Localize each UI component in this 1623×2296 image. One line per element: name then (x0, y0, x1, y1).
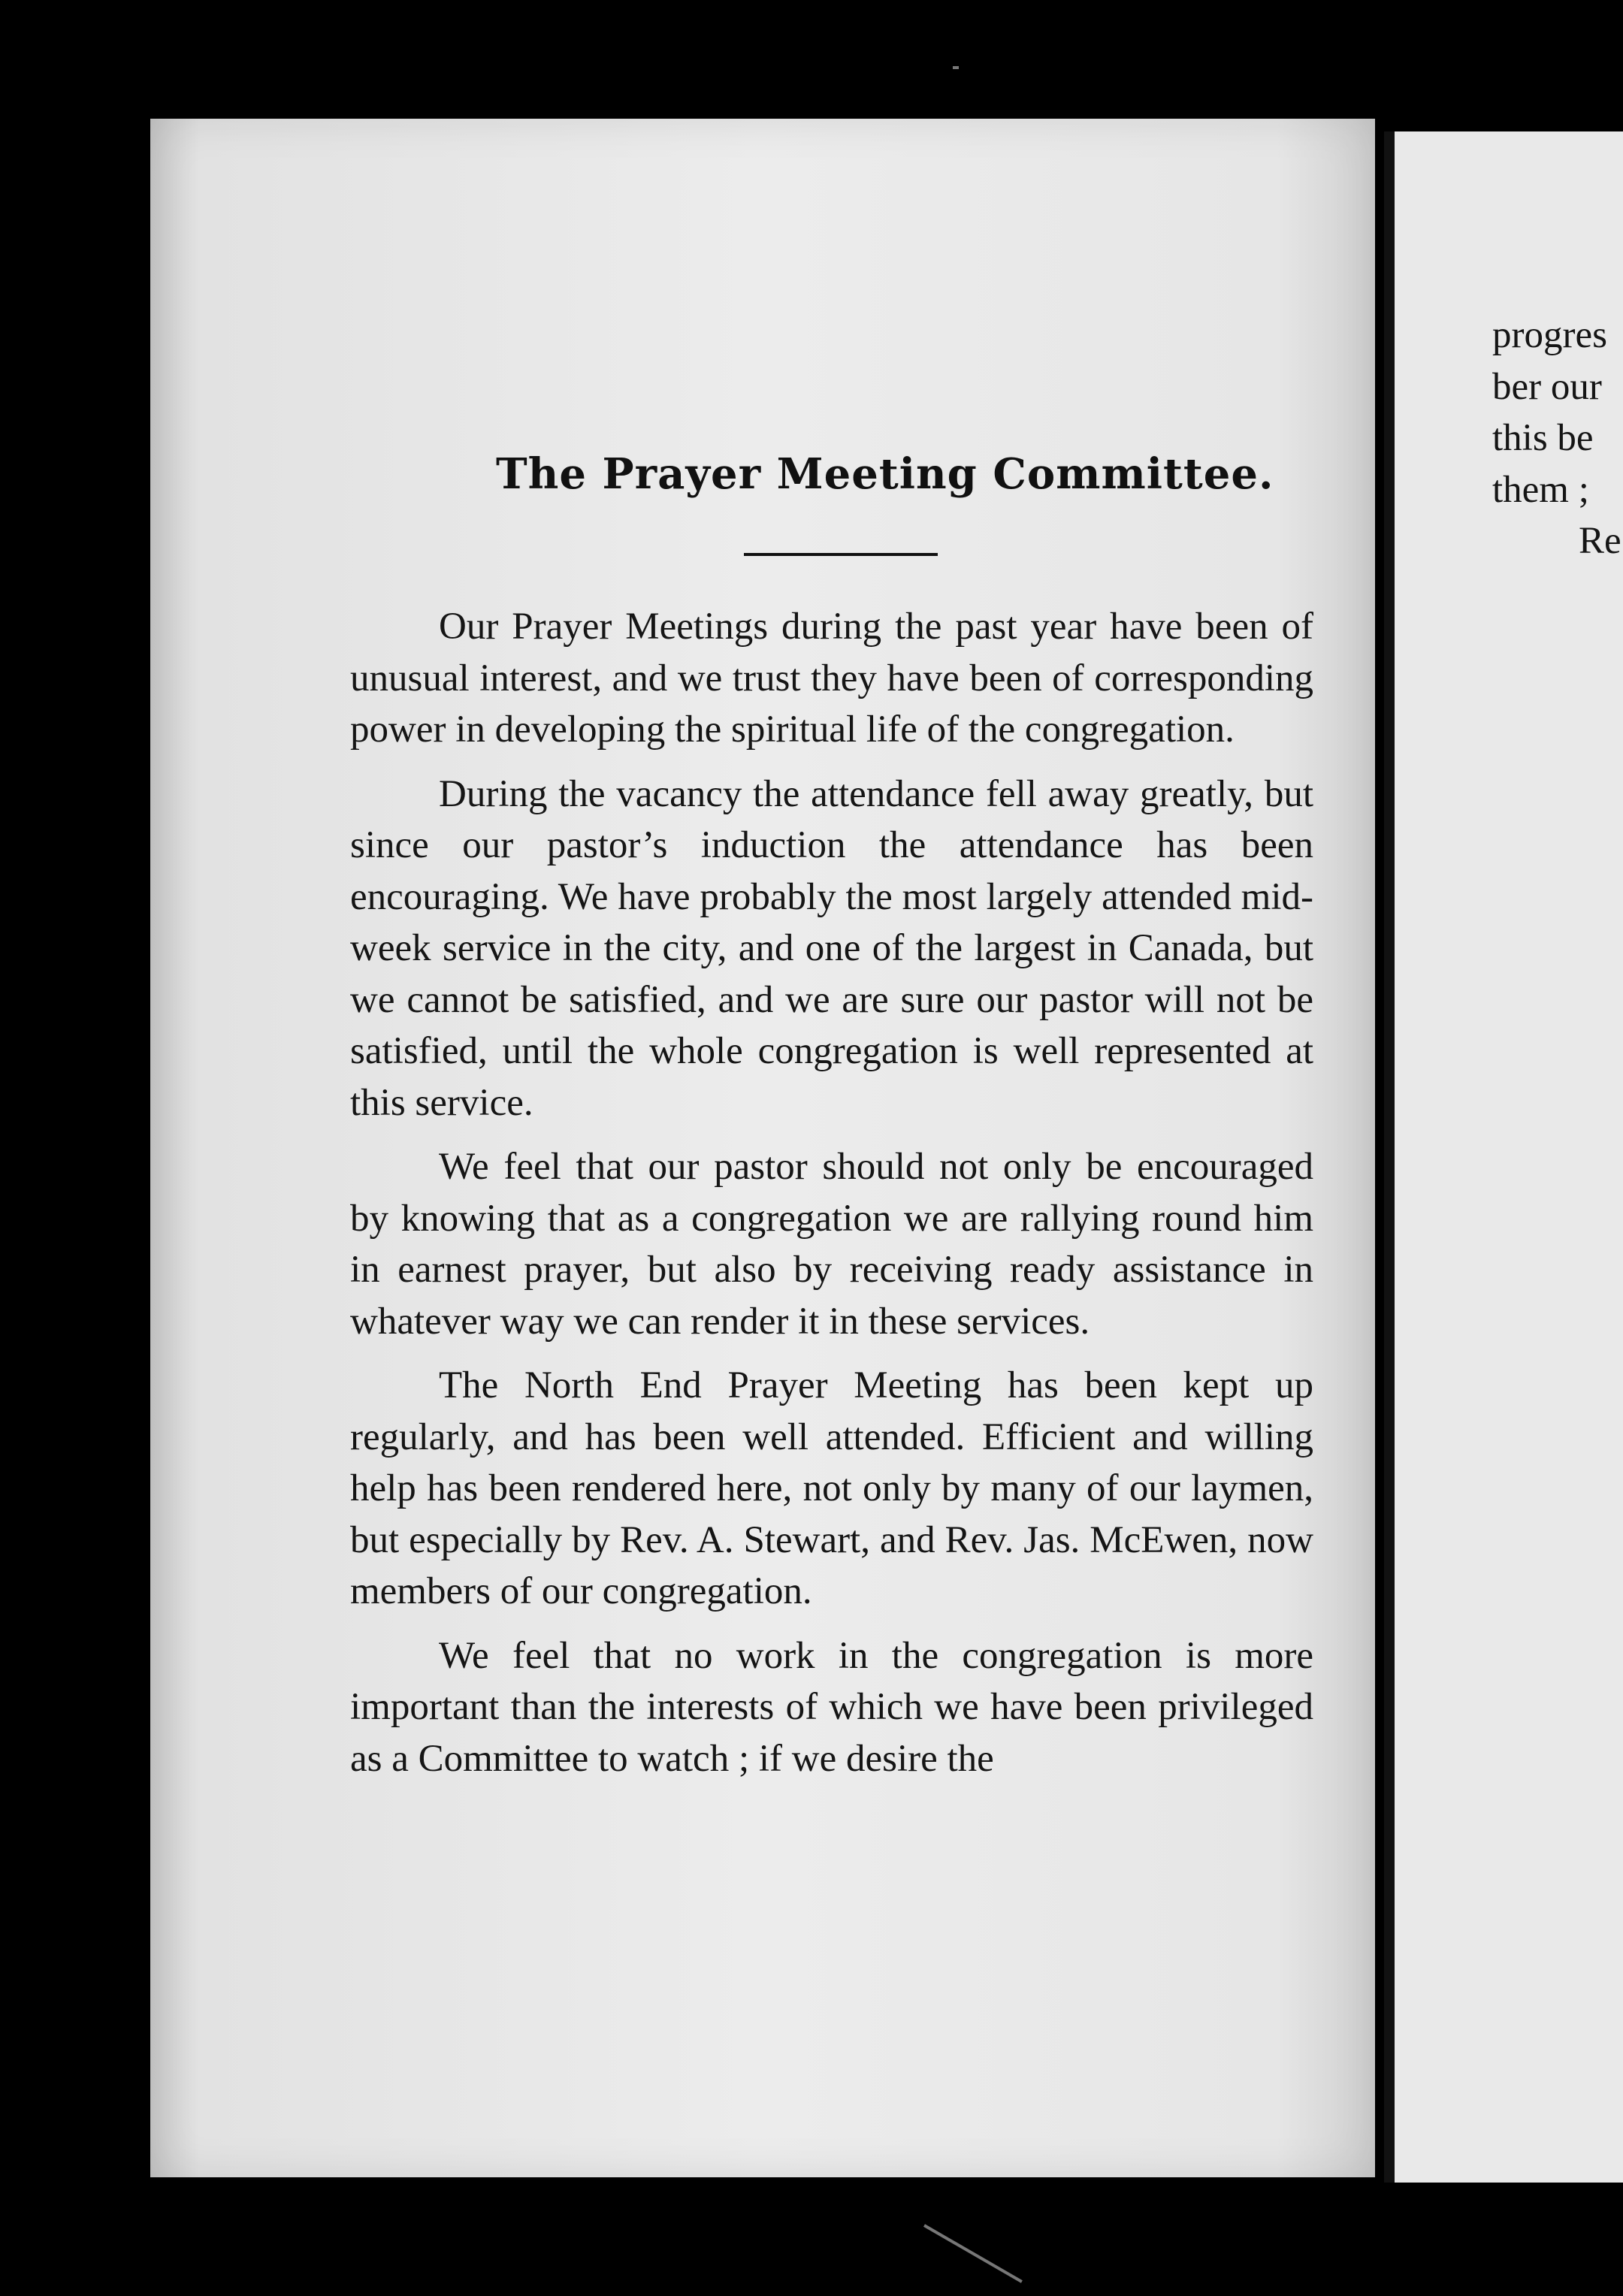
paragraph-4: The North End Prayer Meeting has been kept up regularly, and has been well attended. Efficient and willing help has been rendered here, not only by many of our laymen, but especially by Rev. A. Stewart, and Rev. Jas. McEwen, now members of our congregation. (350, 1364, 1313, 1612)
paragraph-1: Our Prayer Meetings during the past year have been of unusual interest, and we trust they have been of corresponding power in developing the spiritual life of the congregation. (350, 606, 1313, 751)
right-line-5: Re (1579, 520, 1621, 562)
paragraph-5: We feel that no work in the congregation is more important than the interests of which we have been privileged as a Committee to watch ; if we desire the (350, 1634, 1313, 1780)
page-title: The Prayer Meeting Committee. (496, 449, 1274, 499)
scan-artifact (923, 2224, 1023, 2282)
ink-speck (953, 66, 959, 69)
right-line-3: this be (1492, 417, 1594, 459)
right-line-2: ber our (1492, 365, 1602, 408)
right-line-1: progres (1492, 314, 1607, 356)
body-text (350, 601, 1313, 1797)
right-line-4: them ; (1492, 468, 1589, 511)
paragraph-2: During the vacancy the attendance fell away greatly, but since our pastor’s induction the attendance has been encouraging. We have probably the most largely attended mid-week service in the city, and one of the largest in Canada, but we cannot be satisfied, and we are sure our pastor will not be satisfied, until the whole congregation is well represented at this service. (350, 772, 1313, 1124)
title-divider (744, 553, 938, 556)
right-page-text (1492, 310, 1621, 567)
paragraph-3: We feel that our pastor should not only be encouraged by knowing that as a congregation we are rallying round him in earnest prayer, but also by receiving ready assistance in whatever way we can render it in these services. (350, 1146, 1313, 1343)
